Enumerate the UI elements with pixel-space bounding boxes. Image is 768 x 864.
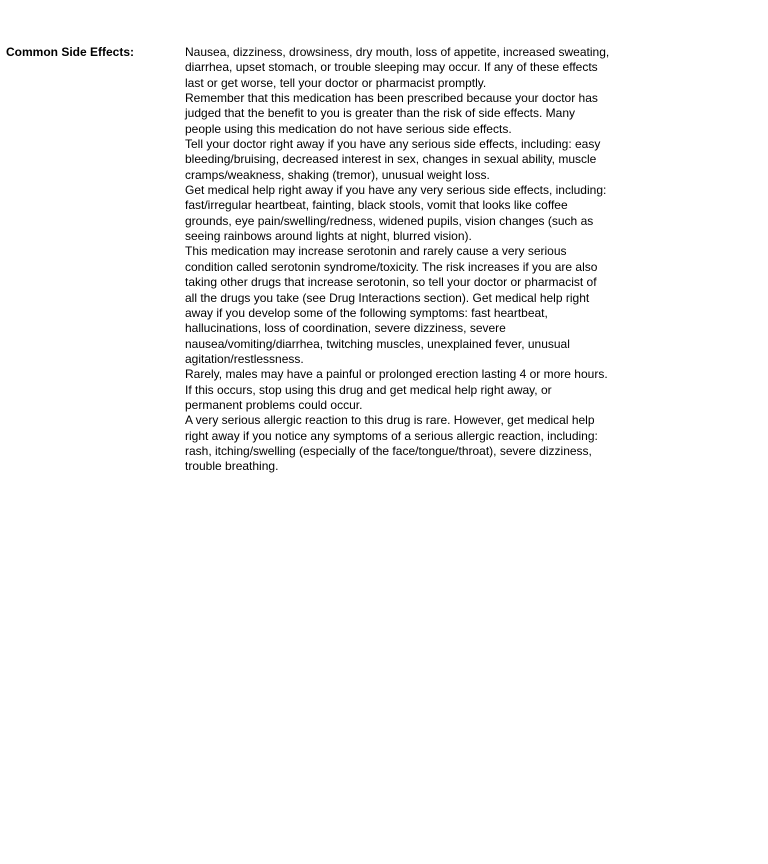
section-content: [185, 45, 610, 475]
paragraph-serotonin-syndrome: This medication may increase serotonin and rarely cause a very serious condition called serotonin syndrome/toxicity. The risk increases if you are also taking other drugs that increase serotonin, so tell your doctor or pharmacist of all the drugs you take (see Drug Interactions section). Get medical help right away if you develop some of the following symptoms: fast heartbeat, hallucinations, loss of coordination, severe dizziness, severe nausea/vomiting/diarrhea, twitching muscles, unexplained fever, unusual agitation/restlessness.: [185, 244, 598, 366]
section-label: Common Side Effects:: [6, 45, 135, 59]
paragraph-common-effects: Nausea, dizziness, drowsiness, dry mouth, loss of appetite, increased sweating, diarrhea, upset stomach, or trouble sleeping may occur. If any of these effects last or get worse, tell your doctor or pharmacist promptly.: [185, 45, 610, 90]
paragraph-very-serious-effects: Get medical help right away if you have any very serious side effects, including: fast/irregular heartbeat, fainting, black stools, vomit that looks like coffee grounds, eye pain/swelling/redness, widened pupils, vision changes (such as seeing rainbows around lights at night, blurred vision).: [185, 183, 607, 244]
paragraph-allergic-reaction: A very serious allergic reaction to this drug is rare. However, get medical help right away if you notice any symptoms of a serious allergic reaction, including: rash, itching/swelling (especially of the face/tongue/throat), severe dizziness, trouble breathing.: [185, 413, 598, 474]
paragraph-prolonged-erection: Rarely, males may have a painful or prolonged erection lasting 4 or more hours. If this occurs, stop using this drug and get medical help right away, or permanent problems could occur.: [185, 367, 608, 412]
paragraph-benefit-risk: Remember that this medication has been prescribed because your doctor has judged that the benefit to you is greater than the risk of side effects. Many people using this medication do not have serious side effects.: [185, 91, 598, 136]
paragraph-serious-effects: Tell your doctor right away if you have any serious side effects, including: easy bleeding/bruising, decreased interest in sex, changes in sexual ability, muscle cramps/weakness, shaking (tremor), unusual weight loss.: [185, 137, 601, 182]
